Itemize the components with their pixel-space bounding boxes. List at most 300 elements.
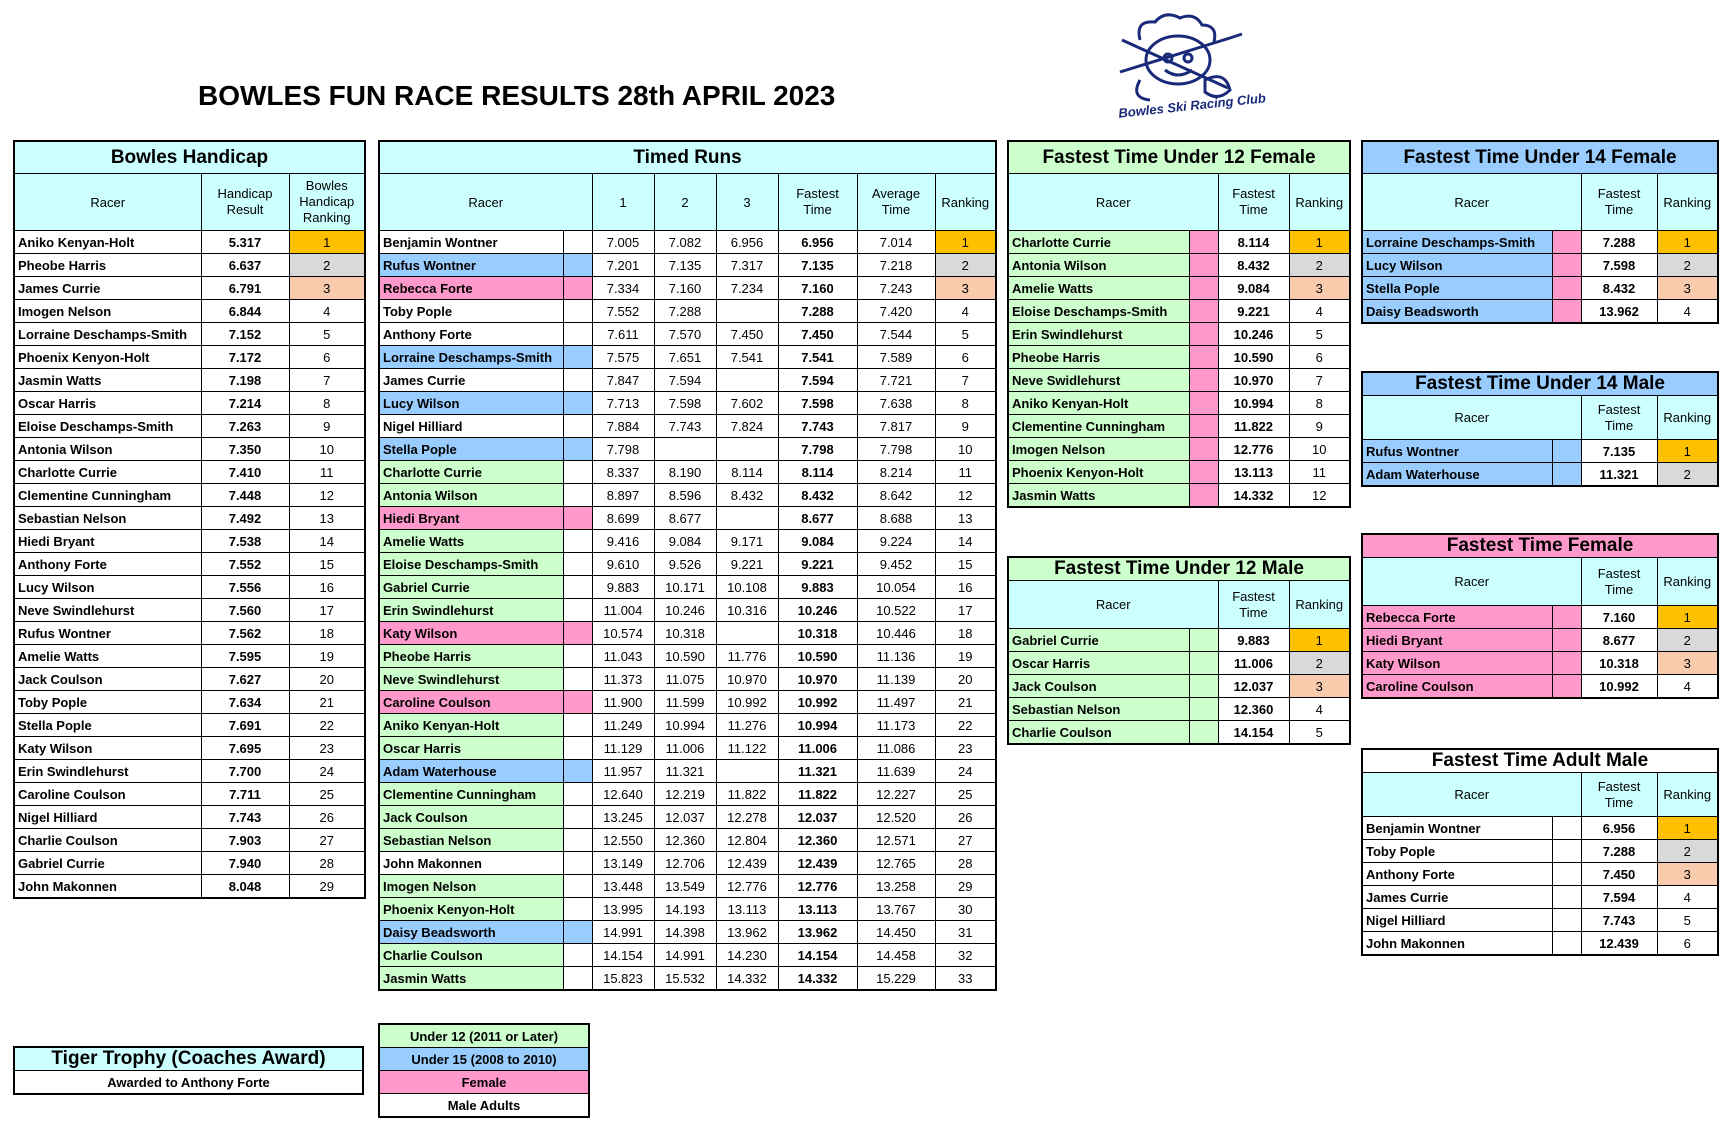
handicap-result: 7.940 [201, 852, 289, 875]
handicap-ranking: 26 [289, 806, 365, 829]
average-time: 10.522 [857, 599, 935, 622]
table-row [14, 875, 365, 899]
table-row [1362, 629, 1718, 652]
category-swatch [1552, 254, 1581, 277]
category-swatch [563, 415, 592, 438]
table-row [1008, 675, 1350, 698]
run-1: 13.245 [592, 806, 654, 829]
fastest-time: 9.084 [1218, 277, 1289, 300]
handicap-ranking: 8 [289, 392, 365, 415]
col-header: 2 [654, 174, 716, 231]
racer-name: Clementine Cunningham [1008, 415, 1189, 438]
category-swatch [1189, 675, 1218, 698]
ranking: 3 [1289, 675, 1350, 698]
run-3: 8.114 [716, 461, 778, 484]
fastest-time: 7.598 [778, 392, 857, 415]
average-time: 7.544 [857, 323, 935, 346]
racer-name: Erin Swindlehurst [1008, 323, 1189, 346]
table-row [14, 622, 365, 645]
handicap-result: 7.152 [201, 323, 289, 346]
table-row [379, 300, 996, 323]
handicap-result: 7.634 [201, 691, 289, 714]
ranking: 10 [935, 438, 996, 461]
table-row [1362, 300, 1718, 324]
ranking: 16 [935, 576, 996, 599]
run-2: 10.318 [654, 622, 716, 645]
table-row [14, 415, 365, 438]
handicap-result: 7.410 [201, 461, 289, 484]
fastest-time: 10.970 [778, 668, 857, 691]
ranking: 11 [935, 461, 996, 484]
average-time: 7.638 [857, 392, 935, 415]
run-3: 11.122 [716, 737, 778, 760]
run-2: 11.321 [654, 760, 716, 783]
run-1: 8.897 [592, 484, 654, 507]
fastest-time: 9.883 [1218, 629, 1289, 652]
table-row [14, 852, 365, 875]
ranking: 31 [935, 921, 996, 944]
run-1: 11.129 [592, 737, 654, 760]
category-swatch [563, 254, 592, 277]
category-swatch [1552, 440, 1581, 463]
category-swatch [1552, 909, 1581, 932]
table-row [1008, 392, 1350, 415]
fastest-time: 7.160 [1581, 606, 1657, 629]
category-swatch [1552, 606, 1581, 629]
table-row [379, 645, 996, 668]
fastest-time: 12.439 [778, 852, 857, 875]
run-3: 7.602 [716, 392, 778, 415]
fastest-time: 9.883 [778, 576, 857, 599]
run-1: 7.713 [592, 392, 654, 415]
table-row [379, 415, 996, 438]
table-row [379, 599, 996, 622]
u12-male-table [1007, 556, 1351, 745]
tiger-trophy-title: Tiger Trophy (Coaches Award) [14, 1047, 363, 1071]
category-swatch [563, 783, 592, 806]
run-2: 9.084 [654, 530, 716, 553]
ranking: 23 [935, 737, 996, 760]
fastest-time: 9.221 [778, 553, 857, 576]
run-2: 10.246 [654, 599, 716, 622]
fastest-time: 10.992 [1581, 675, 1657, 699]
racer-name: Hiedi Bryant [14, 530, 201, 553]
racer-name: Rufus Wontner [1362, 440, 1552, 463]
col-header: Bowles Handicap Ranking [289, 174, 365, 231]
col-header: Fastest Time [1218, 581, 1289, 629]
u14-female-table [1361, 140, 1719, 324]
racer-name: Katy Wilson [14, 737, 201, 760]
category-swatch [563, 944, 592, 967]
handicap-ranking: 15 [289, 553, 365, 576]
racer-name: Daisy Beadsworth [379, 921, 563, 944]
table-row [379, 806, 996, 829]
racer-name: James Currie [1362, 886, 1552, 909]
average-time: 7.218 [857, 254, 935, 277]
table-row [379, 438, 996, 461]
racer-name: Daisy Beadsworth [1362, 300, 1552, 324]
handicap-result: 7.903 [201, 829, 289, 852]
fastest-time: 9.221 [1218, 300, 1289, 323]
category-swatch [563, 392, 592, 415]
category-swatch [563, 576, 592, 599]
table-row [379, 668, 996, 691]
legend-male-adults: Male Adults [379, 1094, 589, 1118]
average-time: 7.589 [857, 346, 935, 369]
racer-name: Jack Coulson [1008, 675, 1189, 698]
handicap-ranking: 4 [289, 300, 365, 323]
racer-name: Aniko Kenyan-Holt [379, 714, 563, 737]
legend-under15: Under 15 (2008 to 2010) [379, 1048, 589, 1071]
handicap-ranking: 14 [289, 530, 365, 553]
table-row [14, 691, 365, 714]
handicap-result: 6.844 [201, 300, 289, 323]
adult-male-table [1361, 748, 1719, 956]
handicap-result: 7.560 [201, 599, 289, 622]
col-header: Ranking [1657, 396, 1718, 440]
run-1: 7.575 [592, 346, 654, 369]
col-header: Racer [379, 174, 592, 231]
average-time: 7.014 [857, 231, 935, 254]
table-row [14, 783, 365, 806]
ranking: 2 [935, 254, 996, 277]
page-title: BOWLES FUN RACE RESULTS 28th APRIL 2023 [198, 80, 836, 111]
run-2: 8.190 [654, 461, 716, 484]
category-swatch [1552, 231, 1581, 254]
handicap-result: 7.198 [201, 369, 289, 392]
racer-name: Rebecca Forte [1362, 606, 1552, 629]
run-1: 11.957 [592, 760, 654, 783]
col-header: Ranking [1657, 174, 1718, 231]
run-3: 12.439 [716, 852, 778, 875]
ranking: 5 [1289, 323, 1350, 346]
racer-name: Imogen Nelson [14, 300, 201, 323]
average-time: 11.173 [857, 714, 935, 737]
run-2: 7.160 [654, 277, 716, 300]
category-swatch [563, 622, 592, 645]
table-row [1362, 863, 1718, 886]
fastest-time: 7.288 [1581, 840, 1657, 863]
racer-name: Neve Swindlehurst [379, 668, 563, 691]
fastest-time: 10.318 [778, 622, 857, 645]
run-3: 13.962 [716, 921, 778, 944]
fastest-time: 7.450 [778, 323, 857, 346]
run-1: 7.884 [592, 415, 654, 438]
category-swatch [563, 852, 592, 875]
tiger-trophy-table [13, 1046, 364, 1095]
category-swatch [1189, 438, 1218, 461]
run-1: 14.154 [592, 944, 654, 967]
run-2: 7.570 [654, 323, 716, 346]
category-swatch [563, 553, 592, 576]
ranking: 28 [935, 852, 996, 875]
average-time: 11.136 [857, 645, 935, 668]
run-3 [716, 760, 778, 783]
run-2: 14.193 [654, 898, 716, 921]
ranking: 6 [935, 346, 996, 369]
racer-name: Gabriel Currie [379, 576, 563, 599]
category-swatch [563, 668, 592, 691]
table-row [379, 898, 996, 921]
racer-name: Benjamin Wontner [1362, 817, 1552, 840]
run-1: 15.823 [592, 967, 654, 991]
average-time: 7.420 [857, 300, 935, 323]
table-row [379, 691, 996, 714]
ranking: 12 [1289, 484, 1350, 508]
run-2: 11.006 [654, 737, 716, 760]
average-time: 8.642 [857, 484, 935, 507]
fastest-time: 7.743 [1581, 909, 1657, 932]
run-1: 10.574 [592, 622, 654, 645]
fastest-time: 7.594 [1581, 886, 1657, 909]
fastest-time: 11.822 [1218, 415, 1289, 438]
fastest-time: 7.450 [1581, 863, 1657, 886]
table-row [1362, 606, 1718, 629]
fastest-time: 13.962 [1581, 300, 1657, 324]
fastest-time: 11.006 [1218, 652, 1289, 675]
ranking: 5 [935, 323, 996, 346]
ranking: 7 [935, 369, 996, 392]
ranking: 4 [1657, 300, 1718, 324]
table-row [1362, 909, 1718, 932]
run-3: 9.221 [716, 553, 778, 576]
col-header: Ranking [935, 174, 996, 231]
racer-name: Gabriel Currie [14, 852, 201, 875]
category-swatch [563, 300, 592, 323]
category-swatch [563, 898, 592, 921]
run-3 [716, 300, 778, 323]
run-2: 7.598 [654, 392, 716, 415]
racer-name: Clementine Cunningham [14, 484, 201, 507]
table-row [14, 461, 365, 484]
fastest-time: 13.113 [1218, 461, 1289, 484]
fastest-time: 8.677 [1581, 629, 1657, 652]
col-header: Fastest Time [1581, 396, 1657, 440]
legend-under12: Under 12 (2011 or Later) [379, 1024, 589, 1048]
handicap-result: 7.538 [201, 530, 289, 553]
table-row [379, 507, 996, 530]
table-row [379, 829, 996, 852]
racer-name: Imogen Nelson [1008, 438, 1189, 461]
table-row [14, 760, 365, 783]
racer-name: Sebastian Nelson [1008, 698, 1189, 721]
average-time: 7.721 [857, 369, 935, 392]
category-swatch [563, 714, 592, 737]
handicap-result: 7.627 [201, 668, 289, 691]
category-swatch [563, 599, 592, 622]
racer-name: Antonia Wilson [379, 484, 563, 507]
fastest-time: 10.994 [1218, 392, 1289, 415]
racer-name: James Currie [14, 277, 201, 300]
racer-name: James Currie [379, 369, 563, 392]
racer-name: Aniko Kenyan-Holt [1008, 392, 1189, 415]
ranking: 3 [1289, 277, 1350, 300]
table-row [14, 277, 365, 300]
col-header: Racer [1362, 773, 1581, 817]
category-swatch [563, 875, 592, 898]
table-row [1362, 440, 1718, 463]
average-time: 11.086 [857, 737, 935, 760]
fastest-time: 10.994 [778, 714, 857, 737]
fastest-time: 8.677 [778, 507, 857, 530]
racer-name: Rebecca Forte [379, 277, 563, 300]
run-2: 11.599 [654, 691, 716, 714]
fastest-time: 13.962 [778, 921, 857, 944]
fastest-time: 10.970 [1218, 369, 1289, 392]
run-1: 7.334 [592, 277, 654, 300]
table-row [1008, 721, 1350, 745]
handicap-result: 7.552 [201, 553, 289, 576]
ranking: 19 [935, 645, 996, 668]
run-3: 7.234 [716, 277, 778, 300]
run-1: 11.249 [592, 714, 654, 737]
fastest-time: 14.332 [778, 967, 857, 991]
handicap-result: 7.350 [201, 438, 289, 461]
racer-name: Charlie Coulson [1008, 721, 1189, 745]
run-3 [716, 622, 778, 645]
run-2: 15.532 [654, 967, 716, 991]
ranking: 3 [1657, 652, 1718, 675]
category-swatch [1189, 461, 1218, 484]
table-row [14, 507, 365, 530]
table-row [1008, 300, 1350, 323]
racer-name: Oscar Harris [1008, 652, 1189, 675]
racer-name: Pheobe Harris [379, 645, 563, 668]
ranking: 1 [1657, 231, 1718, 254]
racer-name: Anthony Forte [14, 553, 201, 576]
category-swatch [563, 691, 592, 714]
fastest-time: 14.154 [1218, 721, 1289, 745]
table-row [1362, 463, 1718, 487]
handicap-result: 7.700 [201, 760, 289, 783]
table-row [14, 484, 365, 507]
run-3: 7.824 [716, 415, 778, 438]
category-swatch [563, 438, 592, 461]
racer-name: Charlie Coulson [379, 944, 563, 967]
run-2: 8.677 [654, 507, 716, 530]
racer-name: Erin Swindlehurst [379, 599, 563, 622]
run-2: 14.398 [654, 921, 716, 944]
racer-name: Phoenix Kenyon-Holt [14, 346, 201, 369]
average-time: 13.258 [857, 875, 935, 898]
category-swatch [1189, 300, 1218, 323]
racer-name: Katy Wilson [379, 622, 563, 645]
racer-name: Phoenix Kenyon-Holt [379, 898, 563, 921]
handicap-result: 7.492 [201, 507, 289, 530]
run-3 [716, 507, 778, 530]
run-2: 10.171 [654, 576, 716, 599]
racer-name: Pheobe Harris [1008, 346, 1189, 369]
fastest-time: 7.288 [1581, 231, 1657, 254]
category-swatch [563, 323, 592, 346]
run-3: 12.776 [716, 875, 778, 898]
run-1: 13.149 [592, 852, 654, 875]
run-2: 12.037 [654, 806, 716, 829]
racer-name: Caroline Coulson [14, 783, 201, 806]
racer-name: Lorraine Deschamps-Smith [1362, 231, 1552, 254]
fastest-time: 12.037 [778, 806, 857, 829]
fastest-time: 6.956 [778, 231, 857, 254]
fastest-time: 12.776 [778, 875, 857, 898]
handicap-ranking: 27 [289, 829, 365, 852]
average-time: 11.497 [857, 691, 935, 714]
table-row [1362, 886, 1718, 909]
table-row [14, 599, 365, 622]
racer-name: Antonia Wilson [1008, 254, 1189, 277]
run-1: 8.337 [592, 461, 654, 484]
average-time: 12.571 [857, 829, 935, 852]
table-row [14, 576, 365, 599]
ranking: 8 [1289, 392, 1350, 415]
average-time: 9.224 [857, 530, 935, 553]
racer-name: Charlotte Currie [379, 461, 563, 484]
table-row [14, 553, 365, 576]
fastest-time: 8.432 [778, 484, 857, 507]
table-row [1362, 840, 1718, 863]
run-3: 11.822 [716, 783, 778, 806]
u14-male-table [1361, 371, 1719, 487]
handicap-result: 7.556 [201, 576, 289, 599]
handicap-result: 7.448 [201, 484, 289, 507]
category-swatch [1552, 300, 1581, 324]
fastest-time: 10.590 [778, 645, 857, 668]
run-2: 12.219 [654, 783, 716, 806]
run-3: 7.317 [716, 254, 778, 277]
col-header: Handicap Result [201, 174, 289, 231]
table-row [1008, 346, 1350, 369]
racer-name: Lucy Wilson [14, 576, 201, 599]
category-swatch [563, 231, 592, 254]
fastest-time: 11.321 [1581, 463, 1657, 487]
ranking: 1 [1657, 817, 1718, 840]
racer-name: Sebastian Nelson [379, 829, 563, 852]
run-1: 7.847 [592, 369, 654, 392]
racer-name: Nigel Hilliard [14, 806, 201, 829]
handicap-title: Bowles Handicap [14, 141, 365, 174]
table-row [14, 369, 365, 392]
average-time: 7.798 [857, 438, 935, 461]
ranking: 9 [1289, 415, 1350, 438]
category-swatch [1189, 231, 1218, 254]
handicap-ranking: 17 [289, 599, 365, 622]
racer-name: Hiedi Bryant [1362, 629, 1552, 652]
table-row [379, 967, 996, 991]
category-swatch [1552, 817, 1581, 840]
average-time: 9.452 [857, 553, 935, 576]
racer-name: Charlie Coulson [14, 829, 201, 852]
average-time: 7.817 [857, 415, 935, 438]
average-time: 13.767 [857, 898, 935, 921]
run-2: 12.360 [654, 829, 716, 852]
run-2: 7.594 [654, 369, 716, 392]
handicap-ranking: 11 [289, 461, 365, 484]
racer-name: Oscar Harris [14, 392, 201, 415]
ranking: 4 [1289, 698, 1350, 721]
fastest-time: 7.135 [778, 254, 857, 277]
table-row [379, 231, 996, 254]
ranking: 12 [935, 484, 996, 507]
ranking: 11 [1289, 461, 1350, 484]
racer-name: John Makonnen [379, 852, 563, 875]
ranking: 7 [1289, 369, 1350, 392]
table-row [379, 277, 996, 300]
handicap-result: 7.562 [201, 622, 289, 645]
table-row [1008, 369, 1350, 392]
handicap-table [13, 140, 366, 899]
ranking: 3 [935, 277, 996, 300]
u12-female-title: Fastest Time Under 12 Female [1008, 141, 1350, 174]
run-1: 11.043 [592, 645, 654, 668]
